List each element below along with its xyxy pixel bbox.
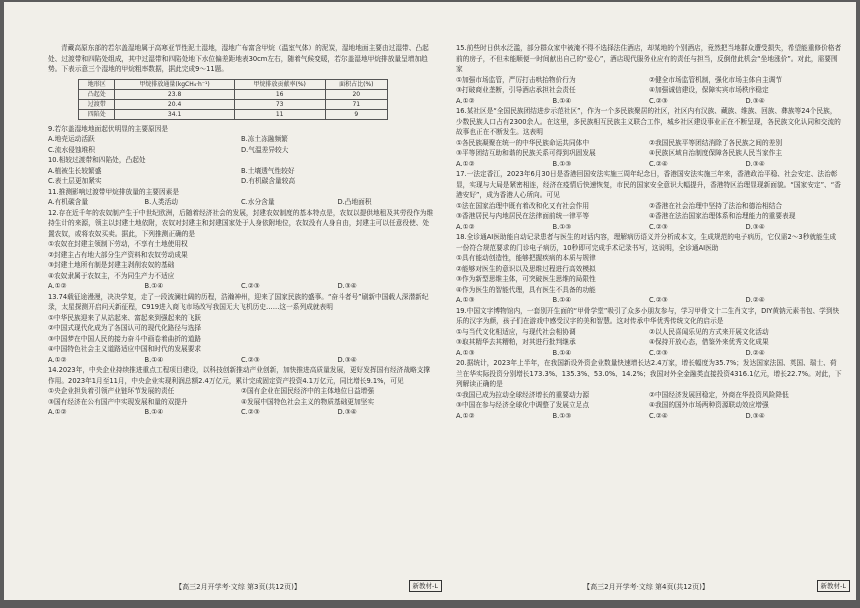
statement: ①各民族凝聚在统一的中华民族命运共同体中 (456, 138, 590, 147)
option: C.表土层更加紧实 (48, 177, 102, 185)
statement: ①具有能动创造性，能够把握疾病的本质与规律 (456, 254, 596, 262)
statements-14b (48, 397, 434, 408)
statements-20b (456, 400, 842, 411)
edition-badge: 新教材-L (409, 580, 442, 592)
option: A.①③ (456, 348, 475, 357)
option: C.②④ (649, 411, 668, 420)
answers-14 (48, 407, 434, 418)
question-9: 9.若尔盖湿地地面起伏明显的主要原因是 (48, 124, 169, 133)
page-left (48, 12, 438, 600)
option: D.气温差异较大 (241, 145, 289, 154)
option: D.③④ (745, 96, 765, 105)
table-cell: 20 (325, 89, 387, 99)
table-cell: 73 (234, 99, 325, 109)
option: C.②③ (649, 96, 668, 105)
option: D.②④ (745, 348, 765, 357)
option: A.有机碳含量 (48, 198, 89, 206)
table-cell: 71 (325, 99, 387, 109)
option: D.③④ (745, 222, 765, 231)
table-header: 地形区 (79, 79, 115, 89)
statement: ③香港居民与内地居民在法律面前统一律平等 (456, 212, 590, 220)
table-row (79, 99, 388, 109)
answers-13 (48, 355, 434, 366)
statements-17b (456, 211, 842, 222)
statement: ④中国特色社会主义道路适应中国和时代的发展要求 (48, 345, 202, 353)
question-10: 10.相较过渡带和四陷处，凸起处 (48, 156, 146, 164)
table-header: 甲烷排放贡献率(%) (234, 79, 325, 89)
question-13: 13.74载征途漫漫，决决学复，走了一段波澜壮阔的历程，浩瀚神州，迎来了国家民族的盛事。“奋斗者号”刷新中国载人深潜新纪录，太星探测开启问天新征程，C919进入商飞市场改写我国无大飞机历史……这一系列成就表明 (48, 292, 429, 311)
statements-15b (456, 85, 842, 96)
statement: ②以人民喜闻乐见的方式来开展文化活动 (649, 327, 769, 336)
option: D.有机碳含量较高 (241, 177, 296, 185)
statements-19a (456, 327, 842, 338)
option: B.人类活动 (144, 198, 178, 206)
question-16: 16.某社区是“全国民族团结进步示范社区”，作为一个多民族聚居的社区，社区内有汉族、藏族、维族、回族、彝族等24个民族，少数民族人口占有2300余人。在这里，多民族相互民族主义联合工作，城乡社区建设事业正在不断呈现，各民族文化认同和交流的故事也正在不断发生。这表明 (456, 107, 841, 136)
option: C.②③ (241, 408, 260, 416)
option: A.①② (456, 411, 475, 420)
option: B.①④ (144, 282, 164, 290)
answers-17 (456, 222, 842, 233)
option: B.①④ (144, 408, 164, 416)
table-header: 面积占比(%) (325, 79, 387, 89)
question-18: 18.全诊通AI医助能自动记录患者与医生的对话内容，理解病历语义并分析成本文，生成规范的电子病历，它仅需2～3秒就能生成一份符合规范要求的门诊电子病历，10秒即可完成手术记录书写，这说明，全诊通AI医助 (456, 233, 837, 252)
statements-16b (456, 148, 842, 159)
edition-badge: 新教材-L (817, 580, 850, 592)
statement: ③中国在参与经济全球化中调整了发展立足点 (456, 401, 590, 409)
statement: ③打破商业垄断，引导酒店承担社会责任 (456, 86, 576, 94)
table-cell: 16 (234, 89, 325, 99)
option: C.水分含量 (241, 198, 275, 206)
statement: ②封建主占有地大部分生产资料和农奴劳动成果 (48, 250, 188, 259)
question-15: 15.前些时日供水泛滥，部分群众家中被淹不得不选择法住酒店，却某地的个别酒店，竟然把当地群众遭受损失，希望能重修价格者前的房子，不但未能顺便一时间献出自己的“爱心”，酒店现代服务业应有的责任与担当，反倒借此机会“坐地涨价”。对此，需要围家 (456, 44, 842, 73)
statement: ①我国已成为拉动全球经济增长的重要动力源 (456, 390, 590, 399)
options-10b (48, 176, 434, 187)
statement: ④我国的国外市场两种资源联动效应增强 (649, 401, 769, 409)
option: C.②③ (241, 355, 260, 364)
option: D.②④ (745, 296, 765, 304)
options-9 (48, 134, 434, 145)
answers-16 (456, 159, 842, 170)
option: A.①③ (456, 296, 475, 304)
option: A.①② (48, 282, 67, 290)
statement: ①中华民族迎来了从站起来、富起来到强起来的飞跃 (48, 313, 202, 322)
statement: ③中国梦在中国人民的接力奋斗中画卷着曲折的道路 (48, 334, 202, 343)
options-10 (48, 166, 434, 177)
statement: ②国有企业在国民经济中的主体地位日益增强 (241, 387, 375, 395)
option: C.②③ (649, 348, 668, 357)
statement: ②香港在社会治理中坚持了法治和德治相结合 (649, 201, 783, 210)
option: B.土壤透气性较好 (241, 166, 295, 175)
statement: ④香港在法治国家治理体系和治理能力的重要表现 (649, 212, 796, 220)
option: C.②③ (241, 282, 260, 290)
option: A.①② (456, 222, 475, 231)
question-14: 14.2023年，中央企业持续推进重点工程项目建设，以科技创新推动产业创新，加快推进高质量发展，更好发挥国有经济战略支撑作用。2023年1月至11月，中央企业实现利润总额2.4万亿元，累计完成固定资产投资4.1万亿元，同比增长9.1%，可见 (48, 366, 431, 385)
option: B.①③ (552, 159, 572, 168)
option: A.①② (456, 96, 475, 105)
exam-sheet (4, 2, 856, 600)
footer-text: 【高三2月开学考·文综 第3页(共12页)】 (175, 583, 301, 591)
statement: ④加强诚信建设，保障实宾市场秩序稳定 (649, 86, 769, 94)
statement: ②能够对医生的意识以及思维过程进行高效模拟 (456, 264, 596, 273)
reading-passage: 青藏高原东部的若尔盖湿地属于高寒亚节性泥土湿地，湿地广布富含甲烷（温室气体）的泥炭，湿地地面主要由过湿带、凸起处、过渡带和四陷处组成，其中过湿带和四陷处地下水位偏差距地表30cm左右，随着气候变暖，若尔盖湿地甲烷排放量呈增加趋势。下表示意三个湿地的甲烷粗率数据，据此完成9～11题。 (48, 44, 429, 73)
option: A.①② (48, 408, 67, 416)
question-19: 19.中国文字博物馆内，一套别开生面的“甲骨学堂”吸引了众多小朋友参与，学习甲骨文十二生肖文字，DIY黄钠元素书包、学到快乐的汉字为颜，孩子们在游戏中感受汉字的美和智慧。这对传承中华优秀传统文化的启示是 (456, 306, 840, 325)
table-cell: 34.1 (115, 109, 234, 119)
table-cell: 11 (234, 109, 325, 119)
option: C.②④ (649, 159, 668, 168)
statement: ①加强市场监管，严厉打击哄抬物价行为 (456, 75, 576, 84)
option: A.植被生长较繁盛 (48, 166, 102, 175)
option: C.②③ (649, 222, 668, 231)
footer-text: 【高三2月开学考·文综 第4页(共12页)】 (583, 583, 709, 591)
statement: ②我国民族平等团结消除了各民族之间的差别 (649, 138, 783, 147)
statement: ④发展中国特色社会主义的物质基础更加坚实 (241, 397, 375, 406)
table-header: 甲烷排放通量(kgCH₄·h⁻¹) (115, 79, 234, 89)
options-11 (48, 197, 434, 208)
table-cell: 凸起处 (79, 89, 115, 99)
answers-12 (48, 281, 434, 292)
table-cell: 20.4 (115, 99, 234, 109)
statements-16a (456, 138, 842, 149)
question-17: 17.一法定香江，2023年6月30日是香港回国安法实施三周年纪念日，香港国安法实施三年来，香港政治平稳、社会安定、法治彰显，实现与大局是紧密相连，经济在疫情后快速恢复，市民的国家安全意识大幅提升，香港特区治理显现新面貌。“国家安定”、“香港安好”，成为香港人心所向。可见 (456, 170, 841, 199)
statements-20a (456, 390, 842, 401)
statement: ①农奴在封建主领制下劳动，不享有土地使用权 (48, 240, 188, 248)
statement: ②健全市场监管机制，强化市场主体自主调节 (649, 75, 783, 84)
option: D.凸地面积 (337, 198, 372, 206)
statement: ③封建土地所有制是封建主剥削农奴的基础 (48, 261, 175, 269)
statement: ①与当代文化相适应，与现代社会相协调 (456, 327, 576, 336)
option: D.③④ (745, 411, 765, 420)
table-row (79, 109, 388, 119)
statement: ③平等团结互助和谐的民族关系可得到巩固发展 (456, 149, 596, 157)
statements-15a (456, 75, 842, 86)
option: A.地壳运动活跃 (48, 135, 95, 143)
option: B.①④ (552, 96, 572, 105)
methane-table (78, 79, 388, 120)
statement: ③取其精华去其糟粕，对其进行批判继承 (456, 338, 576, 346)
question-12: 12.存在近千年的农奴制产生于中世纪欧洲，后随着经济社会的发展，封建农奴制度的基本特点是，农奴以提供地租及其劳役作为维持生计的来源，领主以封建土地依附，农奴对封建主和封建国家处于人身依附地位，农奴没有人身自由，封建主可以任意役使、处置农奴，或将农奴买卖。据此，下列推测正确的是 (48, 208, 434, 238)
table-row (79, 89, 388, 99)
answers-18 (456, 295, 842, 306)
statement: ①法在国家治理中既有着改和化又有社会作用 (456, 201, 590, 210)
options-9b (48, 145, 434, 156)
statements-19b (456, 337, 842, 348)
option: B.①④ (552, 348, 572, 357)
option: B.①④ (144, 355, 164, 364)
option: D.③④ (745, 159, 765, 168)
table-cell: 23.8 (115, 89, 234, 99)
statement: ④农奴隶属于农奴主，不为同生产力不适应 (48, 271, 175, 280)
statement: ③国有经济在公有国产中实现发展和量的双提升 (48, 397, 188, 406)
table-cell: 9 (325, 109, 387, 119)
answers-20 (456, 411, 842, 422)
statement: ③作为新型思维主体，可突破医生思维的局限性 (456, 275, 596, 283)
answers-15 (456, 96, 842, 107)
option: B.冻土冻融频繁 (241, 135, 288, 143)
option: B.①④ (552, 296, 572, 304)
statement: ②中国式现代化成为了各国认可的现代化路径与选择 (48, 324, 202, 332)
page-right (456, 12, 846, 600)
question-11: 11.推测影响过渡带甲烷排放量的主要因素是 (48, 187, 180, 196)
statements-14a (48, 386, 434, 397)
statements-17a (456, 201, 842, 212)
option: C.②③ (649, 296, 668, 304)
statement: ④作为医生的智能代理，具有医生不具备的功能 (456, 285, 596, 294)
option: D.③④ (337, 282, 357, 290)
option: B.①③ (552, 222, 572, 231)
option: B.①③ (552, 411, 572, 420)
statement: ④民族区域自治制度保障各民族人民当家作主 (649, 149, 783, 157)
option: D.③④ (337, 408, 357, 416)
table-cell: 四陷处 (79, 109, 115, 119)
table-cell: 过渡带 (79, 99, 115, 109)
option: A.①② (48, 355, 67, 364)
answers-19 (456, 348, 842, 359)
statement: ②中国经济发展回稳定，外商在华投资风险降低 (649, 390, 789, 399)
statement: ①央企业担负着引领产业链环节发展的责任 (48, 387, 175, 395)
question-20: 20.据统计，2023年上半年，在我国新设外资企业数量快速增长达2.4万家，增长幅度为35.7%；发达国家法国、英国、瑞士、荷兰在华实际投资分别增长173.3%、135.3%、53.0%、14.2%；我国对外全金融类直接投资4316.1亿元，增长22.7%。对此，下列解读正确的是 (456, 359, 842, 388)
option: A.①② (456, 159, 475, 168)
option: C.流水侵蚀堆积 (48, 145, 95, 154)
statement: ④保持开放心态，借鉴外来优秀文化成果 (649, 338, 769, 346)
option: D.③④ (337, 355, 357, 364)
